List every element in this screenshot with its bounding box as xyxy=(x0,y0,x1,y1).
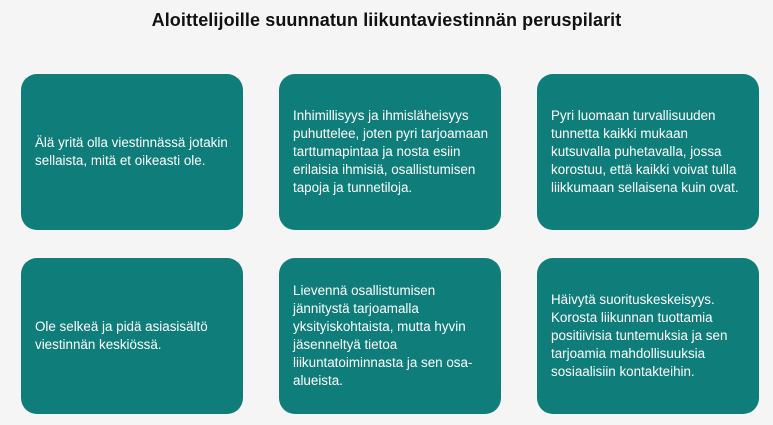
pillar-card-4 xyxy=(21,258,243,414)
pillar-card-text: Älä yritä olla viestinnässä jotakin sellaista, mitä et oikeasti ole. xyxy=(35,135,228,168)
pillar-card-text: Inhimillisyys ja ihmisläheisyys puhuttelee, joten pyri tarjoamaan tarttumapintaa ja nosta esiin erilaisia ihmisiä, osallistumisen tapoja ja tunnetiloja. xyxy=(293,108,489,195)
pillar-card-text: Lievennä osallistumisen jännitystä tarjoamalla yksityiskohtaista, mutta hyvin jäsenneltyä tietoa liikuntatoiminnasta ja sen osa-alueista. xyxy=(293,283,473,388)
pillar-card-6 xyxy=(537,258,759,414)
pillar-card-3 xyxy=(537,74,759,230)
pillar-card-1 xyxy=(21,74,243,230)
pillar-card-2 xyxy=(279,74,501,230)
page-title: Aloittelijoille suunnatun liikuntaviestinnän peruspilarit xyxy=(151,10,622,30)
pillar-card-5 xyxy=(279,258,501,414)
pillar-card-text: Pyri luomaan turvallisuuden tunnetta kaikki mukaan kutsuvalla puhetavalla, jossa korostuu, että kaikki voivat tulla liikkumaan sellaisena kuin ovat. xyxy=(551,108,739,195)
pillar-card-text: Häivytä suorituskeskeisyys. Korosta liikunnan tuottamia positiivisia tuntemuksia ja sen tarjoamia mahdollisuuksia sosiaalisiin kontakteihin. xyxy=(551,292,728,379)
pillar-card-text: Ole selkeä ja pidä asiasisältö viestinnän keskiössä. xyxy=(35,319,208,352)
